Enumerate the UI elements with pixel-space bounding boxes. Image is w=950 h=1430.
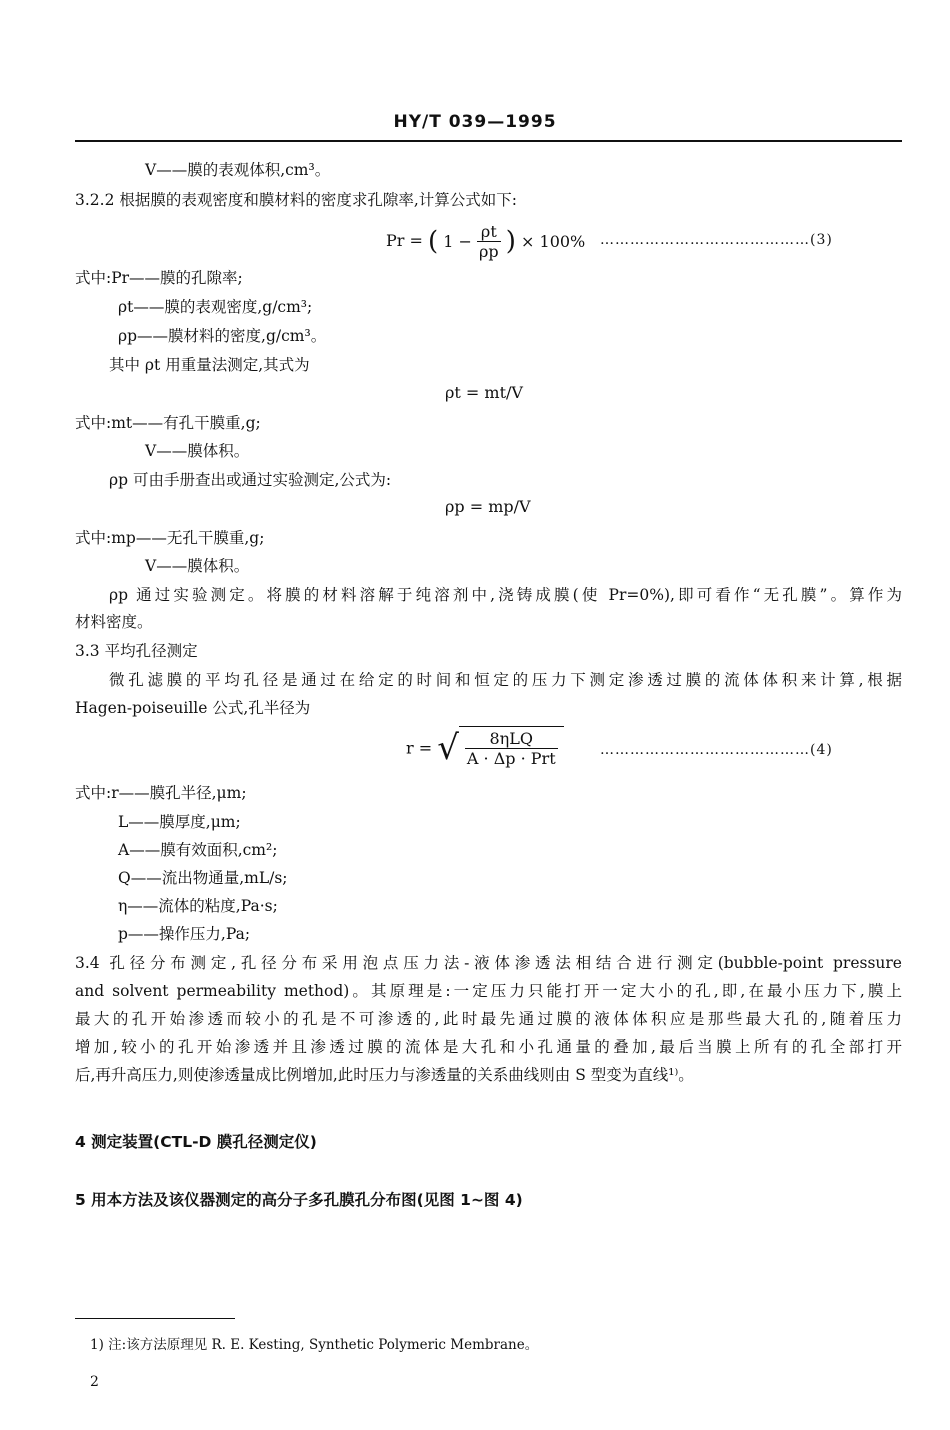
para-3-3-line-1: 微孔滤膜的平均孔径是通过在给定的时间和恒定的压力下测定渗透过膜的流体体积来计算,根据 [109, 671, 902, 689]
def-A: A——膜有效面积,cm²; [118, 841, 278, 859]
where-mt: 式中:mt——有孔干膜重,g; [75, 414, 261, 432]
eq4-fraction [459, 727, 564, 770]
sqrt-sign: √ $\frac{\text{8ηLQ}}{\text{A · Δp · Prt}}$ [437, 726, 563, 770]
para-3-4-line-2: and solvent permeability method)。其原理是:一定压力只能打开一定大小的孔,即,在最小压力下,膜上 [75, 982, 902, 1000]
def-v-2: V——膜体积。 [145, 442, 250, 460]
def-v-3: V——膜体积。 [145, 557, 250, 575]
eq4-numerator: 8ηLQ [465, 729, 558, 749]
where-porosity: 式中:Pr——膜的孔隙率; [75, 269, 243, 287]
def-rho-p: ρp——膜材料的密度,g/cm³。 [118, 327, 327, 345]
def-v-apparent-volume: V——膜的表观体积,cm³。 [145, 161, 331, 179]
where-mp: 式中:mp——无孔干膜重,g; [75, 529, 265, 547]
header-rule [75, 140, 902, 142]
para-3-3-line-2: Hagen-poiseuille 公式,孔半径为 [75, 699, 311, 717]
def-Q: Q——流出物通量,mL/s; [118, 869, 288, 887]
eq3-rhs: × 100% [521, 232, 586, 251]
page-number: 2 [90, 1374, 99, 1390]
def-eta: η——流体的粘度,Pa·s; [118, 897, 278, 915]
eq4-lhs: r = [406, 738, 433, 758]
equation-3: Pr = ( 1 − $\frac{\rho t}{\rho p}$ ) × 100% [386, 222, 586, 261]
rho-t-method: 其中 ρt 用重量法测定,其式为 [109, 356, 310, 374]
section-3-3: 3.3 平均孔径测定 [75, 642, 198, 660]
rho-p-experiment-line-2: 材料密度。 [75, 613, 153, 631]
eq3-fraction [477, 222, 501, 261]
footnote: 1) 注:该方法原理见 R. E. Kesting, Synthetic Polymeric Membrane。 [90, 1337, 539, 1353]
para-3-4-line-1: 3.4 孔径分布测定,孔径分布采用泡点压力法-液体渗透法相结合进行测定(bubble-point pressure [75, 954, 902, 972]
where-r: 式中:r——膜孔半径,μm; [75, 784, 247, 802]
equation-4 [406, 726, 564, 770]
def-rho-t: ρt——膜的表观密度,g/cm³; [118, 298, 313, 316]
def-L: L——膜厚度,μm; [118, 813, 241, 831]
equation-rho-t: ρt = mt/V [445, 383, 523, 402]
para-3-4-line-5: 后,再升高压力,则使渗透量成比例增加,此时压力与渗透量的关系曲线则由 S 型变为直线¹⁾。 [75, 1066, 694, 1084]
eq3-denominator: ρp [479, 242, 499, 261]
eq3-lhs: Pr = [386, 231, 423, 250]
standard-code-header: HY/T 039—1995 [393, 112, 557, 132]
section-4-heading: 4 测定装置(CTL-D 膜孔径测定仪) [75, 1133, 317, 1151]
para-3-4-line-3: 最大的孔开始渗透而较小的孔是不可渗透的,此时最先通过膜的液体体积应是那些最大孔的,随着压力 [75, 1010, 902, 1028]
eq4-number: ……………………………………(4) [600, 742, 833, 758]
rho-p-method: ρp 可由手册查出或通过实验测定,公式为: [109, 471, 392, 489]
para-3-4-line-4: 增加,较小的孔开始渗透并且渗透过膜的流体是大孔和小孔通量的叠加,最后当膜上所有的孔全部打开 [75, 1038, 902, 1056]
section-3-2-2: 3.2.2 根据膜的表观密度和膜材料的密度求孔隙率,计算公式如下: [75, 191, 518, 209]
eq3-numerator: ρt [477, 222, 501, 242]
def-p: p——操作压力,Pa; [118, 925, 251, 943]
rho-p-experiment-line-1: ρp 通过实验测定。将膜的材料溶解于纯溶剂中,浇铸成膜(使 Pr=0%),即可看作“无孔膜”。算作为 [109, 586, 902, 604]
equation-rho-p: ρp = mp/V [445, 497, 531, 516]
eq4-denominator: A · Δp · Prt [466, 749, 556, 768]
section-5-heading: 5 用本方法及该仪器测定的高分子多孔膜孔分布图(见图 1~图 4) [75, 1191, 523, 1209]
footnote-rule [75, 1318, 235, 1319]
eq3-number: ……………………………………(3) [600, 232, 833, 248]
